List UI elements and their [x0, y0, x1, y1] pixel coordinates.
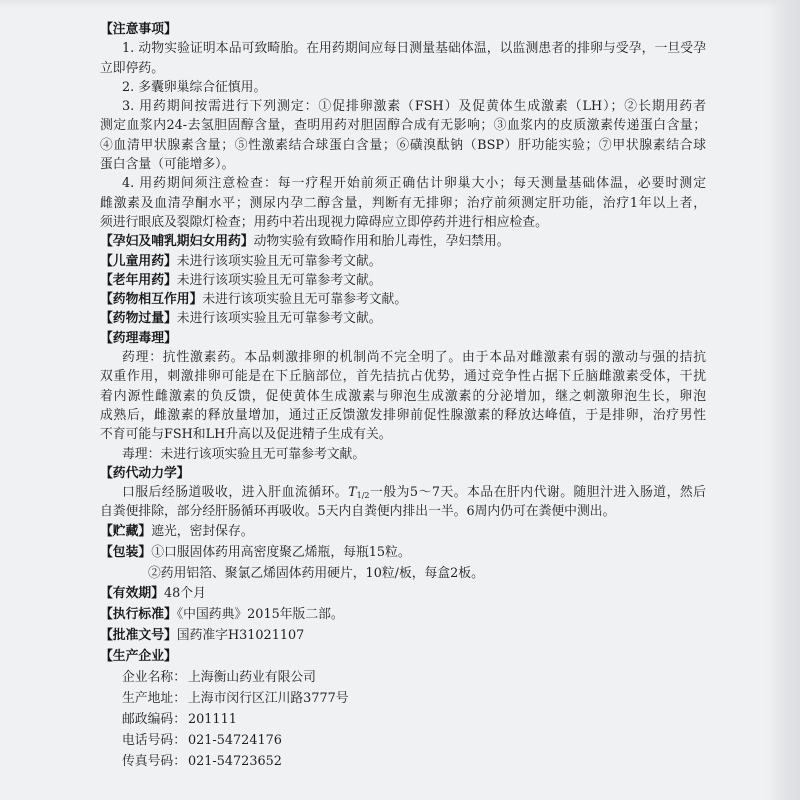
- pediatric-use-line: [100, 252, 706, 271]
- packaging-line-2: [100, 564, 706, 585]
- insert-lower-block: [100, 522, 706, 773]
- precautions-item-3-line-4: 蛋白含量（可能增多）。: [100, 157, 235, 173]
- field-label: 企业名称：: [122, 669, 186, 685]
- geriatric-use-text: 未进行该项实验且无可靠参考文献。: [176, 272, 382, 288]
- precautions-item-1-line-1: 1. 动物实验证明本品可致畸胎。在用药期间应每日测量基础体温，以监测患者的排卵与受孕，一旦受孕: [122, 41, 706, 57]
- shelf-life-line: [100, 584, 706, 605]
- geriatric-use-line: [100, 271, 706, 290]
- insert-upper-block: [100, 20, 706, 522]
- drug-interactions-text: 未进行该项实验且无可靠参考文献。: [202, 292, 408, 308]
- manufacturer-field-company: [100, 668, 706, 689]
- precautions-heading-line: [100, 20, 706, 39]
- field-value: 021-54723652: [188, 753, 282, 769]
- standard-heading: 【执行标准】: [100, 607, 177, 623]
- precautions-item-4-line-2: 雌激素及血清孕酮水平；测尿内孕二醇含量，判断有无排卵；治疗前须测定肝功能，治疗1年以上者，: [100, 195, 706, 211]
- pharmacology-line-5: 不育可能与FSH和LH升高以及促进精子生成有关。: [100, 427, 392, 443]
- storage-line: [100, 522, 706, 543]
- overdose-text: 未进行该项实验且无可靠参考文献。: [176, 311, 382, 327]
- field-value: 上海市闵行区江川路3777号: [188, 690, 349, 706]
- field-label: 传真号码：: [122, 753, 186, 769]
- precautions-heading: 【注意事项】: [100, 22, 177, 37]
- pharmacokinetics-line-1: [100, 483, 706, 502]
- pharmacology-toxicology-heading-line: [100, 329, 706, 348]
- pharmacokinetics-line-2: 自粪便排除，部分经肝肠循环再吸收。5天内自粪便内排出一半。6周内仍可在粪便中测出。: [100, 504, 616, 520]
- drug-interactions-line: [100, 290, 706, 309]
- precautions-item-4-line-3: 须进行眼底及裂隙灯检查；用药中若出现视力障碍应立即停药并进行相应检查。: [100, 214, 548, 230]
- precautions-item-3-line-3: ④血清甲状腺素含量；⑤性激素结合球蛋白含量；⑥磺溴酞钠（BSP）肝功能实验；⑦甲状腺素结合球: [100, 137, 706, 153]
- manufacturer-field-phone: [100, 731, 706, 752]
- field-label: 生产地址：: [122, 690, 186, 706]
- storage-text: 遮光，密封保存。: [151, 523, 254, 539]
- pediatric-use-text: 未进行该项实验且无可靠参考文献。: [176, 253, 382, 269]
- pharmacokinetics-heading: 【药代动力学】: [100, 465, 190, 481]
- pharmacology-line-1: 药理：抗性激素药。本品刺激排卵的机制尚不完全明了。由于本品对雌激素有弱的激动与强的拮抗: [122, 350, 706, 366]
- toxicology-line: 毒理：未进行该项实验且无可靠参考文献。: [122, 446, 366, 462]
- pediatric-use-heading: 【儿童用药】: [100, 253, 177, 269]
- packaging-option-1: ①口服固体药用高密度聚乙烯瓶，每瓶15粒。: [151, 544, 411, 560]
- pharmacology-line-4: 成熟后，雌激素的释放量增加，通过正反馈激发排卵前促性腺激素的释放达峰值，于是排卵，治疗男性: [100, 407, 706, 423]
- precautions-item-2-line-1: 2. 多囊卵巢综合征慎用。: [122, 79, 267, 95]
- paper-edge-right: [766, 0, 800, 800]
- packaging-heading: 【包装】: [100, 544, 152, 560]
- pregnancy-lactation-line: [100, 232, 706, 251]
- half-life-symbol: T: [348, 485, 357, 501]
- overdose-line: [100, 309, 706, 328]
- pharmacokinetics-text-after: 一般为5～7天。本品在肝内代谢。随胆汁进入肠道，然后: [369, 485, 706, 501]
- field-label: 电话号码：: [122, 732, 186, 748]
- shelf-life-heading: 【有效期】: [100, 586, 164, 602]
- field-value: 上海衡山药业有限公司: [188, 669, 316, 685]
- geriatric-use-heading: 【老年用药】: [100, 272, 177, 288]
- packaging-option-2: ②药用铝箔、聚氯乙烯固体药用硬片，10粒/板，每盒2板。: [148, 565, 484, 581]
- manufacturer-field-postcode: [100, 710, 706, 731]
- field-label: 邮政编码：: [122, 711, 186, 727]
- field-value: 021-54724176: [188, 732, 282, 748]
- precautions-item-4-line-1: 4. 用药期间须注意检查：每一疗程开始前须正确估计卵巢大小；每天测量基础体温，必要时测定: [122, 176, 706, 192]
- approval-number-text: 国药准字H31021107: [176, 628, 305, 644]
- packaging-line-1: [100, 543, 706, 564]
- standard-line: [100, 605, 706, 626]
- storage-heading: 【贮藏】: [100, 523, 152, 539]
- pharmacology-line-2: 双重作用，刺激排卵可能是在下丘脑部位，首先拮抗占优势，通过竞争性占据下丘脑雌激素受体，干扰: [100, 369, 706, 385]
- pharmacology-toxicology-heading: 【药理毒理】: [100, 330, 177, 346]
- pharmacokinetics-heading-line: [100, 464, 706, 483]
- overdose-heading: 【药物过量】: [100, 311, 177, 327]
- manufacturer-field-address: [100, 689, 706, 710]
- pregnancy-lactation-heading: 【孕妇及哺乳期妇女用药】: [100, 234, 254, 250]
- manufacturer-field-fax: [100, 752, 706, 773]
- manufacturer-heading: 【生产企业】: [100, 649, 177, 665]
- manufacturer-heading-line: [100, 647, 706, 668]
- precautions-item-3-line-2: 测定血浆内24-去氢胆固醇含量，查明用药对胆固醇合成有无影响；③血浆内的皮质激素传递蛋白含量；: [100, 118, 706, 134]
- pharmacokinetics-text-before: 口服后经肠道吸收，进入肝血流循环。: [122, 485, 349, 501]
- shelf-life-text: 48个月: [163, 586, 206, 602]
- package-insert-page: [100, 20, 706, 772]
- pharmacology-line-3: 着内源性雌激素的负反馈，促使黄体生成激素与卵泡生成激素的分泌增加，继之刺激卵泡生长，卵泡: [100, 388, 706, 404]
- approval-number-heading: 【批准文号】: [100, 628, 177, 644]
- pregnancy-lactation-text: 动物实验有致畸作用和胎儿毒性，孕妇禁用。: [253, 234, 510, 250]
- approval-number-line: [100, 626, 706, 647]
- drug-interactions-heading: 【药物相互作用】: [100, 292, 203, 308]
- paper-edge-top: [0, 0, 800, 8]
- precautions-item-1-line-2: 立即停药。: [100, 60, 164, 76]
- precautions-item-3-line-1: 3. 用药期间按需进行下列测定：①促排卵激素（FSH）及促黄体生成激素（LH）；②长期用药者: [122, 99, 706, 115]
- standard-text: 《中国药典》2015年版二部。: [176, 607, 344, 623]
- half-life-subscript: 1/2: [356, 491, 370, 501]
- field-value: 201111: [188, 711, 237, 727]
